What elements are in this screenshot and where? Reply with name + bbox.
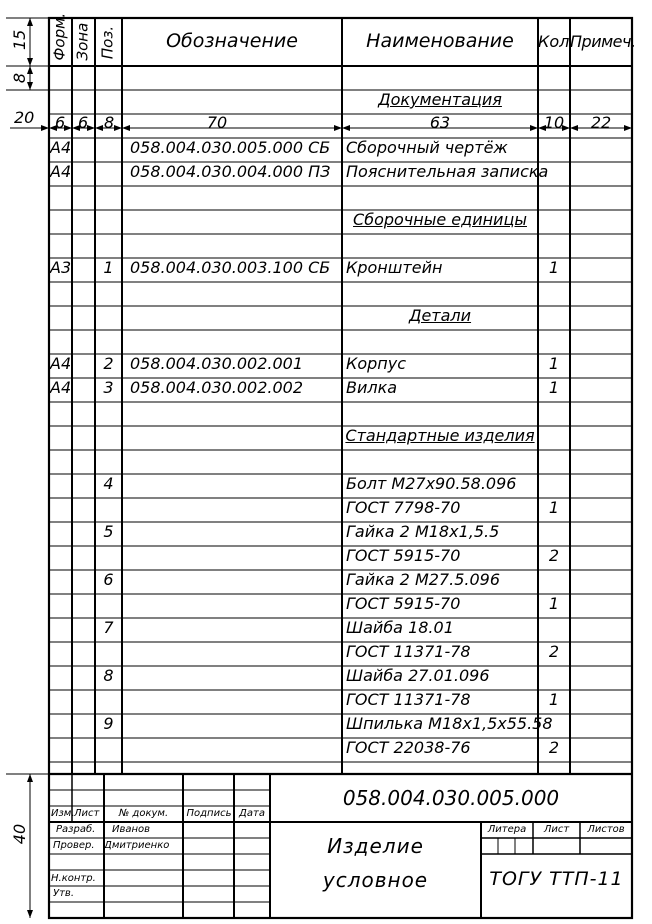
cell-name: Вилка bbox=[346, 378, 398, 397]
stamp-nkontr-label: Н.контр. bbox=[51, 873, 96, 884]
stamp-sign: Подпись bbox=[186, 808, 232, 819]
dim-col-zone: 6 bbox=[78, 113, 89, 132]
cell-name: ГОСТ 7798-70 bbox=[346, 498, 461, 517]
stamp-sheets: Листов bbox=[587, 824, 625, 835]
dim-col-designation: 70 bbox=[206, 113, 228, 132]
stamp-sheet: Лист bbox=[543, 824, 570, 835]
dim-col-name: 63 bbox=[429, 113, 451, 132]
section-heading: Детали bbox=[408, 306, 472, 325]
dim-col-qty: 10 bbox=[543, 113, 565, 132]
stamp-izm: Изм. bbox=[51, 808, 75, 819]
cell-quantity: 2 bbox=[548, 738, 560, 757]
stamp-organization: ТОГУ ТТП-11 bbox=[489, 868, 624, 890]
dim-15: 15 bbox=[10, 29, 29, 50]
header-name: Наименование bbox=[366, 30, 514, 52]
cell-format: А4 bbox=[50, 354, 72, 373]
cell-name: ГОСТ 11371-78 bbox=[346, 690, 471, 709]
cell-name: Корпус bbox=[346, 354, 407, 373]
cell-designation: 058.004.030.004.000 ПЗ bbox=[130, 162, 331, 181]
cell-name: Шпилька М18х1,5х55.58 bbox=[346, 714, 553, 733]
cell-quantity: 2 bbox=[548, 642, 560, 661]
cell-quantity: 1 bbox=[548, 378, 560, 397]
stamp-doc-no: № докум. bbox=[118, 808, 169, 819]
dim-20: 20 bbox=[14, 108, 35, 127]
cell-name: ГОСТ 11371-78 bbox=[346, 642, 471, 661]
stamp-prover-name: Дмитриенко bbox=[104, 840, 170, 851]
stamp-razrab-name: Иванов bbox=[112, 824, 151, 835]
stamp-designation: 058.004.030.005.000 bbox=[342, 786, 560, 810]
cell-quantity: 1 bbox=[548, 258, 560, 277]
cell-designation: 058.004.030.002.001 bbox=[130, 354, 304, 373]
cell-designation: 058.004.030.003.100 СБ bbox=[130, 258, 331, 277]
section-heading: Документация bbox=[378, 90, 502, 109]
section-heading: Сборочные единицы bbox=[353, 210, 527, 229]
cell-name: ГОСТ 22038-76 bbox=[346, 738, 471, 757]
header-format: Форм. bbox=[50, 12, 69, 61]
header-zone: Зона bbox=[73, 22, 92, 61]
cell-position: 2 bbox=[103, 354, 114, 373]
header-pos: Поз. bbox=[98, 25, 117, 60]
cell-format: А4 bbox=[50, 138, 72, 157]
cell-position: 4 bbox=[103, 474, 114, 493]
cell-position: 6 bbox=[103, 570, 114, 589]
stamp-title-line1: Изделие bbox=[327, 834, 424, 858]
cell-name: Шайба 27.01.096 bbox=[346, 666, 490, 685]
dim-col-pos: 8 bbox=[104, 113, 115, 132]
dim-col-format: 6 bbox=[55, 113, 66, 132]
cell-name: Гайка 2 М18х1,5.5 bbox=[346, 522, 500, 541]
stamp-razrab-label: Разраб. bbox=[56, 824, 96, 835]
cell-format: А4 bbox=[50, 378, 72, 397]
cell-quantity: 1 bbox=[548, 594, 560, 613]
header-designation: Обозначение bbox=[166, 30, 298, 52]
cell-name: Шайба 18.01 bbox=[346, 618, 454, 637]
cell-quantity: 1 bbox=[548, 690, 560, 709]
dim-8: 8 bbox=[10, 72, 29, 84]
cell-name: ГОСТ 5915-70 bbox=[346, 546, 461, 565]
cell-designation: 058.004.030.005.000 СБ bbox=[130, 138, 331, 157]
cell-quantity: 1 bbox=[548, 498, 560, 517]
stamp-utv-label: Утв. bbox=[53, 888, 74, 899]
cell-name: Кронштейн bbox=[346, 258, 443, 277]
cell-position: 8 bbox=[103, 666, 114, 685]
header-qty: Кол. bbox=[538, 32, 575, 51]
stamp-litera: Литера bbox=[487, 824, 527, 835]
cell-name: Гайка 2 М27.5.096 bbox=[346, 570, 500, 589]
cell-name: ГОСТ 5915-70 bbox=[346, 594, 461, 613]
cell-quantity: 2 bbox=[548, 546, 560, 565]
cell-name: Сборочный чертёж bbox=[346, 138, 508, 157]
cell-name: Болт М27х90.58.096 bbox=[346, 474, 517, 493]
stamp-title-line2: условное bbox=[322, 868, 429, 892]
cell-position: 7 bbox=[103, 618, 114, 637]
stamp-list: Лист bbox=[74, 808, 100, 819]
stamp-prover-label: Провер. bbox=[53, 840, 95, 851]
cell-position: 1 bbox=[103, 258, 114, 277]
cell-position: 3 bbox=[103, 378, 114, 397]
cell-name: Пояснительная записка bbox=[346, 162, 549, 181]
cell-format: А3 bbox=[50, 258, 72, 277]
dim-40: 40 bbox=[10, 823, 29, 845]
cell-position: 5 bbox=[103, 522, 114, 541]
cell-position: 9 bbox=[103, 714, 114, 733]
stamp-date: Дата bbox=[239, 808, 265, 819]
section-heading: Стандартные изделия bbox=[345, 426, 535, 445]
header-note: Примеч. bbox=[570, 32, 636, 51]
dim-col-note: 22 bbox=[590, 113, 612, 132]
cell-format: А4 bbox=[50, 162, 72, 181]
cell-quantity: 1 bbox=[548, 354, 560, 373]
cell-designation: 058.004.030.002.002 bbox=[130, 378, 304, 397]
